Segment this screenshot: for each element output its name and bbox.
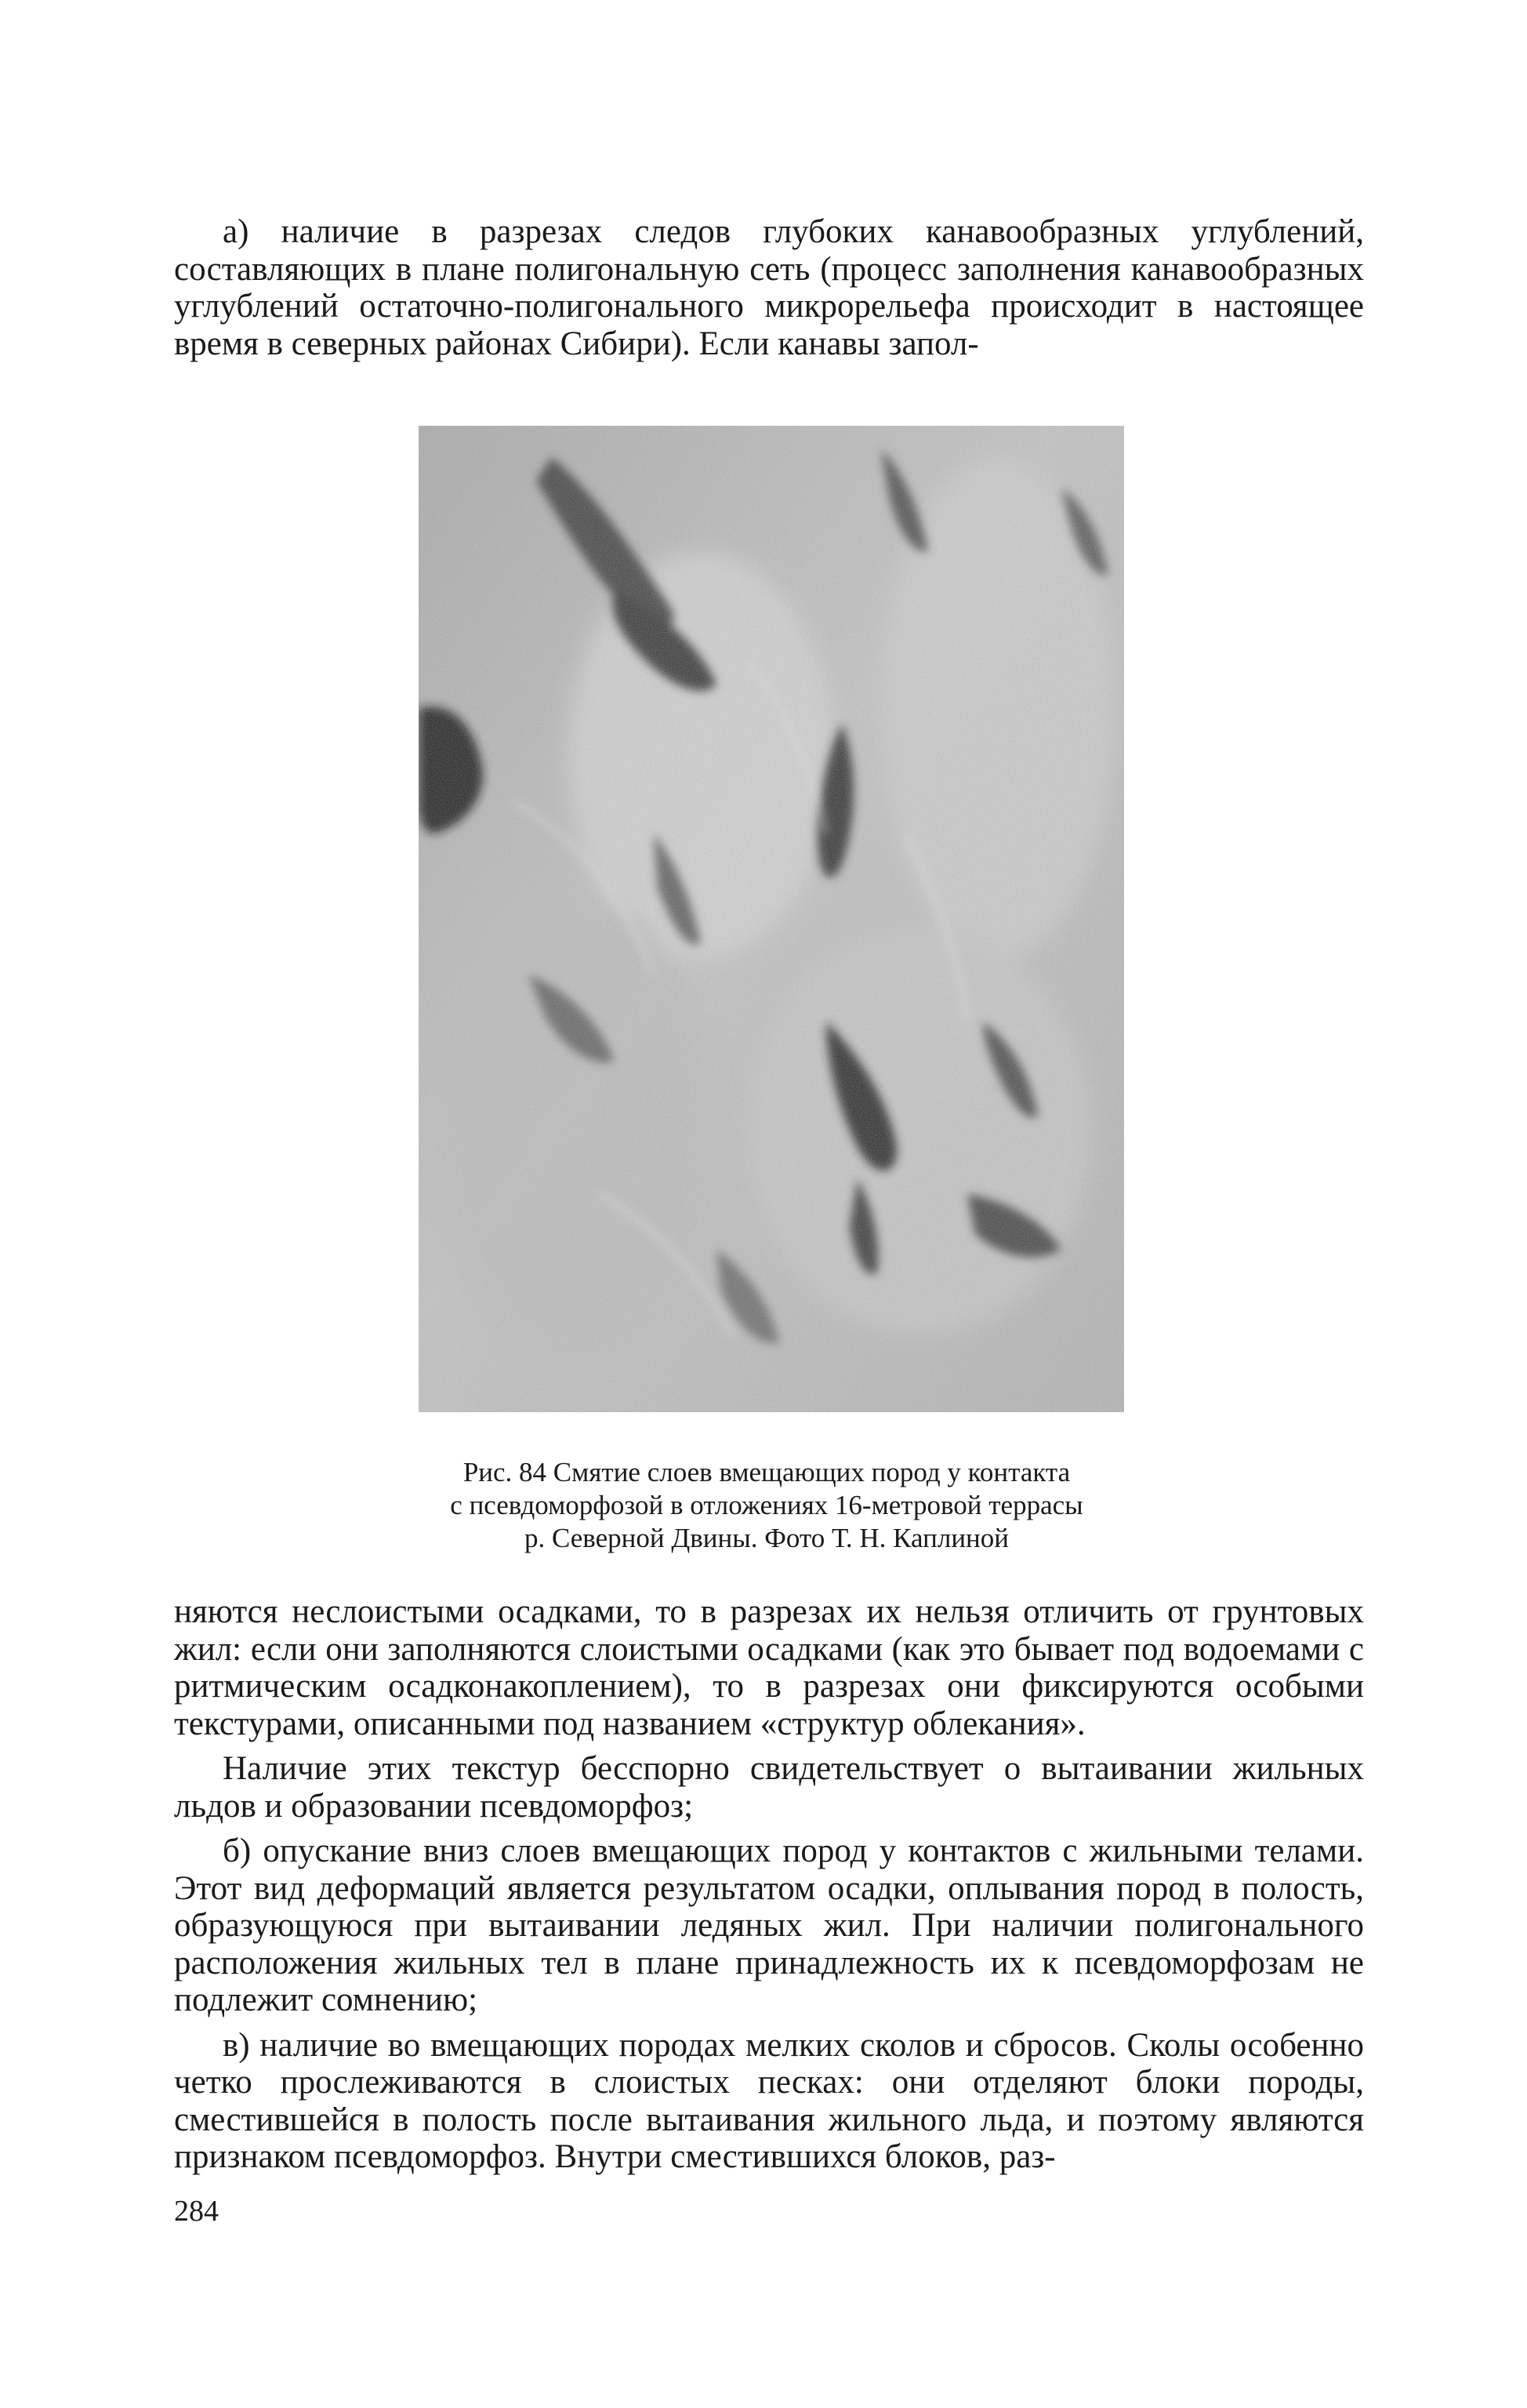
paragraph-a: а) наличие в разрезах следов глубоких канавообразных углублений, составляющих в плане полигональную сеть (процесс заполнения канавообразных углублений остаточно-полигонального микрорельефа происходит в настоящее время в северных районах Сибири). Если канавы запол- [174, 213, 1364, 362]
caption-line-2: с псевдоморфозой в отложениях 16-метровой террасы [450, 1490, 1083, 1520]
figure-caption [368, 1456, 1165, 1555]
paragraph-c: в) наличие во вмещающих породах мелких сколов и сбросов. Сколы особенно четко прослеживаются в слоистых песках: они отделяют блоки породы, сместившейся в полость после вытаивания жильного льда, и поэтому являются признаком псевдоморфоз. Внутри сместившихся блоков, раз- [174, 2026, 1364, 2175]
paragraph-textures: Наличие этих текстур бесспорно свидетельствует о вытаивании жильных льдов и образовании псевдоморфоз; [174, 1750, 1364, 1825]
figure-84-photo [419, 426, 1124, 1412]
caption-line-3: р. Северной Двины. Фото Т. Н. Каплиной [524, 1523, 1010, 1553]
caption-line-1: Рис. 84 Смятие слоев вмещающих пород у контакта [462, 1457, 1071, 1487]
paragraph-b: б) опускание вниз слоев вмещающих пород у контактов с жильными телами. Этот вид деформаций является результатом осадки, оплывания пород в полость, образующуюся при вытаивании ледяных жил. При наличии полигонального расположения жильных тел в плане принадлежность их к псевдоморфозам не подлежит сомнению; [174, 1832, 1364, 2018]
page-number: 284 [174, 2195, 219, 2228]
body-text-top [174, 213, 1364, 362]
body-text-bottom [174, 1593, 1364, 2176]
paragraph-continuation: няются неслоистыми осадками, то в разрезах их нельзя отличить от грунтовых жил: если они заполняются слоистыми осадками (как это бывает под водоемами с ритмическим осадконакоплением), то в разрезах они фиксируются особыми текстурами, описанными под названием «структур облекания». [174, 1593, 1364, 1742]
